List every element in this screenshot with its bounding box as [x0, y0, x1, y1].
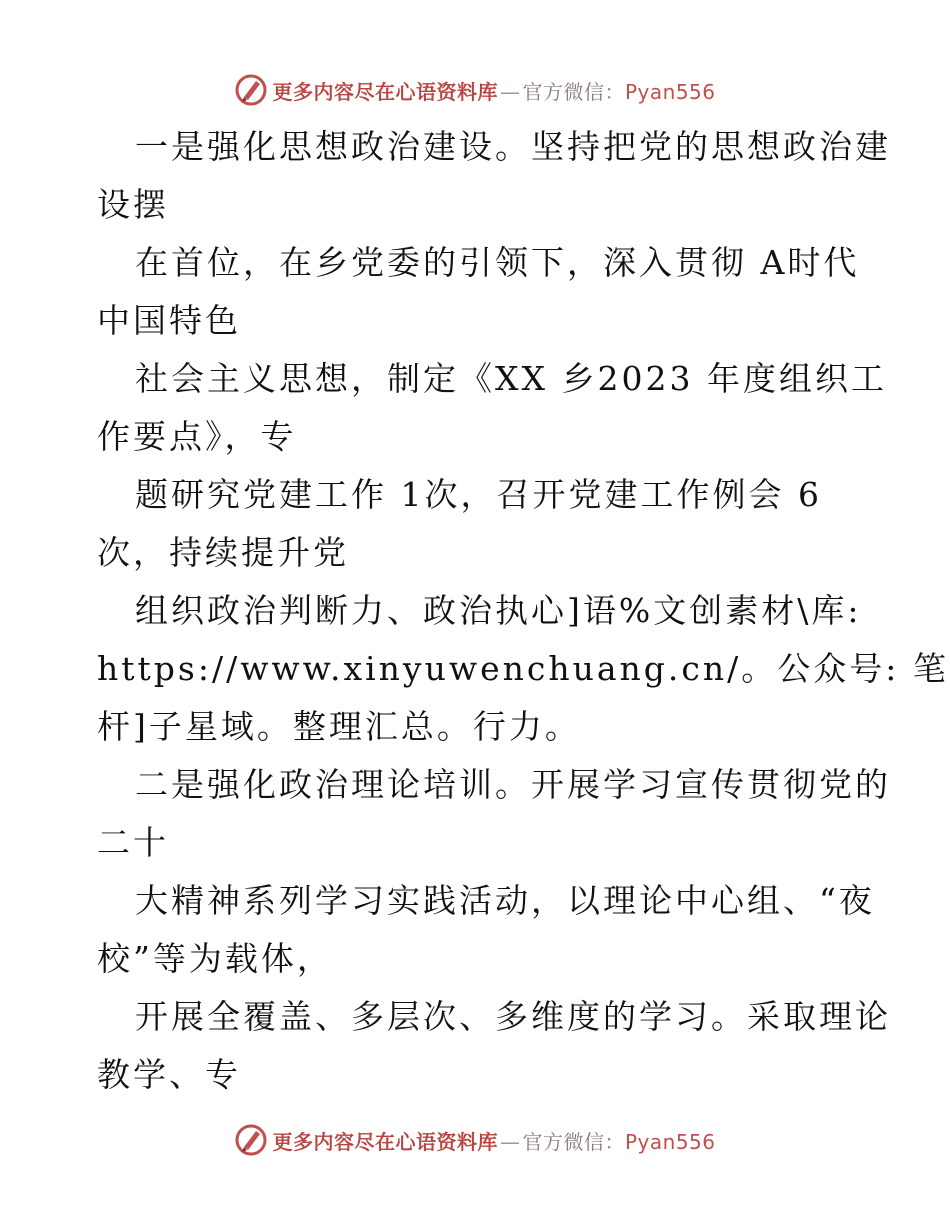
document-body	[97, 118, 949, 1104]
header-banner	[0, 70, 950, 110]
footer-wechat-label: 官方微信：	[522, 1129, 625, 1154]
body-text-line: 中国特色	[97, 301, 241, 340]
pen-logo-icon	[234, 73, 268, 107]
pen-logo-icon	[234, 1123, 268, 1157]
body-text-line: 在首位，在乡党委的引领下，深入贯彻 A时代	[135, 243, 860, 282]
header-wechat-id: Pyan556	[624, 79, 716, 104]
body-text-line: 大精神系列学习实践活动，以理论中心组、“夜	[135, 881, 875, 920]
body-text-line: https://www.xinyuwenchuang.cn/。公众号: 笔	[97, 649, 949, 688]
footer-banner-text	[272, 1126, 715, 1155]
footer-strong-text: 更多内容尽在心语资料库	[272, 1129, 498, 1154]
header-strong-text: 更多内容尽在心语资料库	[272, 79, 498, 104]
body-text-line: 题研究党建工作 1次，召开党建工作例会 6	[135, 475, 822, 514]
header-wechat-label: 官方微信：	[522, 79, 625, 104]
footer-banner	[0, 1120, 950, 1160]
body-text-line: 杆]子星域。整理汇总。行力。	[97, 707, 581, 746]
header-dash: —	[499, 79, 521, 104]
footer-wechat-id: Pyan556	[624, 1129, 716, 1154]
body-text-line: 开展全覆盖、多层次、多维度的学习。采取理论	[135, 997, 891, 1036]
body-text-line: 组织政治判断力、政治执心]语%文创素材\库:	[135, 591, 862, 630]
body-text-line: 校”等为载体，	[97, 939, 333, 978]
body-text-line: 教学、专	[97, 1055, 241, 1094]
body-text-line: 作要点》，专	[97, 417, 297, 456]
body-text-line: 设摆	[97, 185, 169, 224]
header-banner-text	[272, 76, 715, 105]
body-text-line: 次，持续提升党	[97, 533, 349, 572]
body-text-line: 社会主义思想，制定《XX 乡2023 年度组织工	[135, 359, 887, 398]
body-text-line: 二十	[97, 823, 169, 862]
body-text-line: 一是强化思想政治建设。坚持把党的思想政治建	[135, 127, 891, 166]
footer-dash: —	[499, 1129, 521, 1154]
body-text-line: 二是强化政治理论培训。开展学习宣传贯彻党的	[135, 765, 891, 804]
